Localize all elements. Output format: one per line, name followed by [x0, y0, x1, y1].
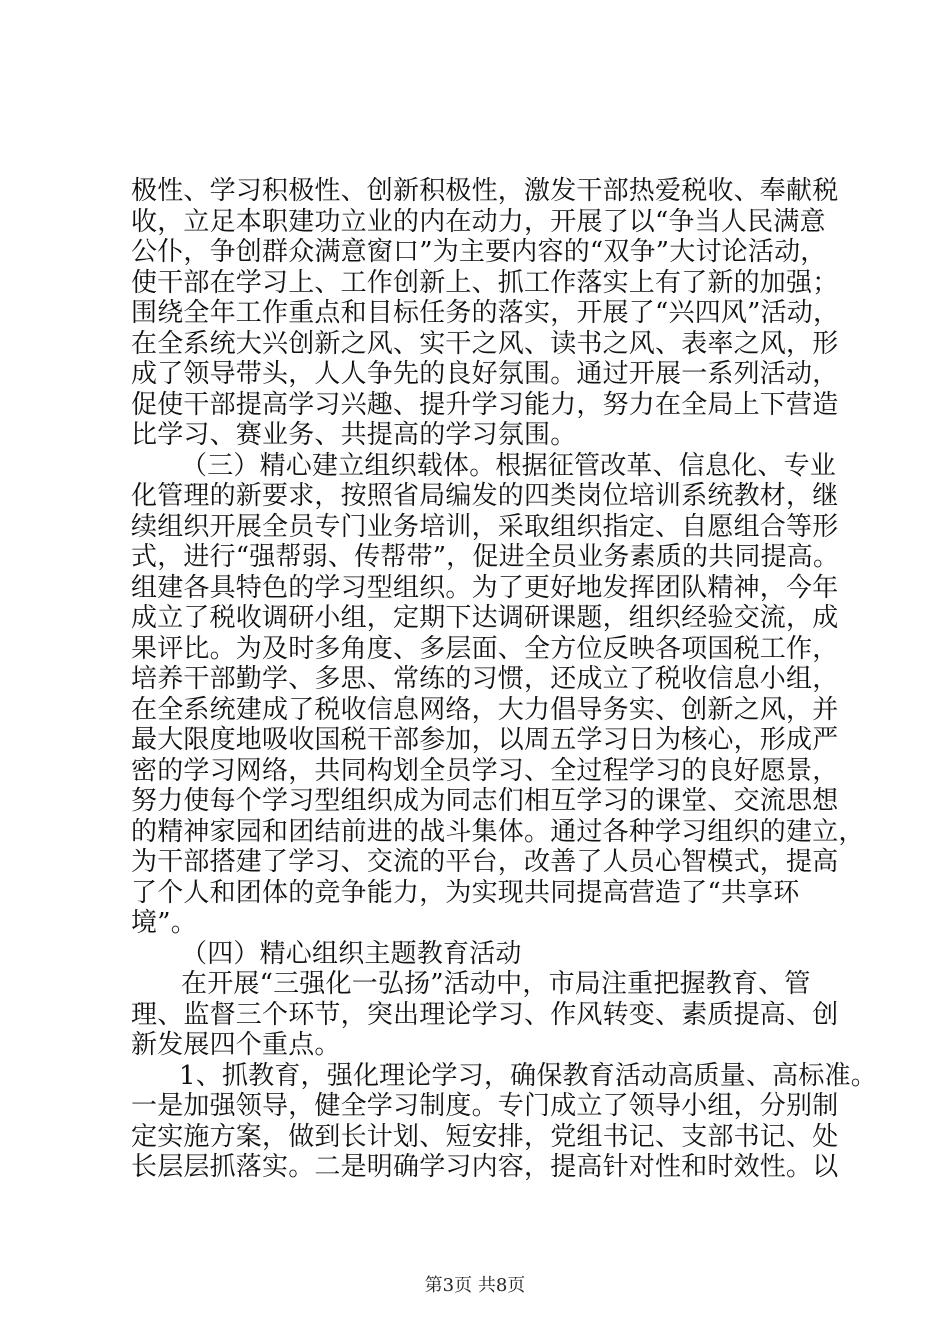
text-line: 续组织开展全员专门业务培训，采取组织指定、自愿组合等形	[131, 511, 839, 542]
text-line: 密的学习网络，共同构划全员学习、全过程学习的良好愿景，	[131, 755, 839, 786]
text-line: 收，立足本职建功立业的内在动力，开展了以“争当人民满意	[131, 206, 826, 237]
text-line: 最大限度地吸收国税干部参加，以周五学习日为核心，形成严	[131, 725, 839, 755]
text-line: 为干部搭建了学习、交流的平台，改善了人员心智模式，提高	[131, 847, 839, 877]
text-line: 在开展“三强化一弘扬”活动中，市局注重把握教育、管	[181, 969, 811, 999]
text-line: 新发展四个重点。	[131, 1030, 341, 1060]
text-line: 促使干部提高学习兴趣、提升学习能力，努力在全局上下营造	[131, 389, 839, 420]
text-line: 在全系统建成了税收信息网络，大力倡导务实、创新之风，并	[131, 694, 839, 725]
text-line: 围绕全年工作重点和目标任务的落实，开展了“兴四风”活动，	[131, 298, 840, 328]
text-line: 化管理的新要求，按照省局编发的四类岗位培训系统教材，继	[131, 481, 839, 511]
text-line: 境”。	[131, 908, 197, 938]
text-line: 果评比。为及时多角度、多层面、全方位反映各项国税工作，	[131, 633, 839, 664]
body-text	[131, 176, 877, 1183]
text-line: 比学习、赛业务、共提高的学习氛围。	[131, 420, 577, 450]
text-line: 理、监督三个环节，突出理论学习、作风转变、素质提高、创	[131, 999, 839, 1030]
text-line: 长层层抓落实。二是明确学习内容，提高针对性和时效性。以	[131, 1152, 839, 1182]
text-line: 定实施方案，做到长计划、短安排，党组书记、支部书记、处	[131, 1121, 839, 1152]
page-footer: 第3页 共8页	[424, 1275, 526, 1296]
text-line: 使干部在学习上、工作创新上、抓工作落实上有了新的加强；	[131, 267, 839, 298]
text-line: （四）精心组织主题教育活动	[181, 938, 522, 969]
text-line: 培养干部勤学、多思、常练的习惯，还成立了税收信息小组，	[131, 664, 839, 694]
text-line: 极性、学习积极性、创新积极性，激发干部热爱税收、奉献税	[131, 176, 839, 206]
text-line: 一是加强领导，健全学习制度。专门成立了领导小组，分别制	[131, 1091, 839, 1121]
text-line: 成立了税收调研小组，定期下达调研课题，组织经验交流，成	[131, 603, 839, 633]
text-line: 了个人和团体的竞争能力，为实现共同提高营造了“共享环	[131, 877, 800, 908]
text-line: 在全系统大兴创新之风、实干之风、读书之风、表率之风，形	[131, 328, 839, 359]
text-line: 式，进行“强帮弱、传帮带”，促进全员业务素质的共同提高。	[131, 542, 840, 572]
text-line: 1、抓教育，强化理论学习，确保教育活动高质量、高标准。	[179, 1060, 877, 1091]
text-line: 组建各具特色的学习型组织。为了更好地发挥团队精神，今年	[131, 572, 839, 603]
text-line: 公仆，争创群众满意窗口”为主要内容的“双争”大讨论活动，	[131, 237, 827, 267]
text-line: （三）精心建立组织载体。根据征管改革、信息化、专业	[181, 450, 837, 481]
text-line: 努力使每个学习型组织成为同志们相互学习的课堂、交流思想	[131, 786, 839, 816]
text-line: 的精神家园和团结前进的战斗集体。通过各种学习组织的建立，	[131, 816, 865, 847]
text-line: 成了领导带头，人人争先的良好氛围。通过开展一系列活动，	[131, 359, 839, 389]
